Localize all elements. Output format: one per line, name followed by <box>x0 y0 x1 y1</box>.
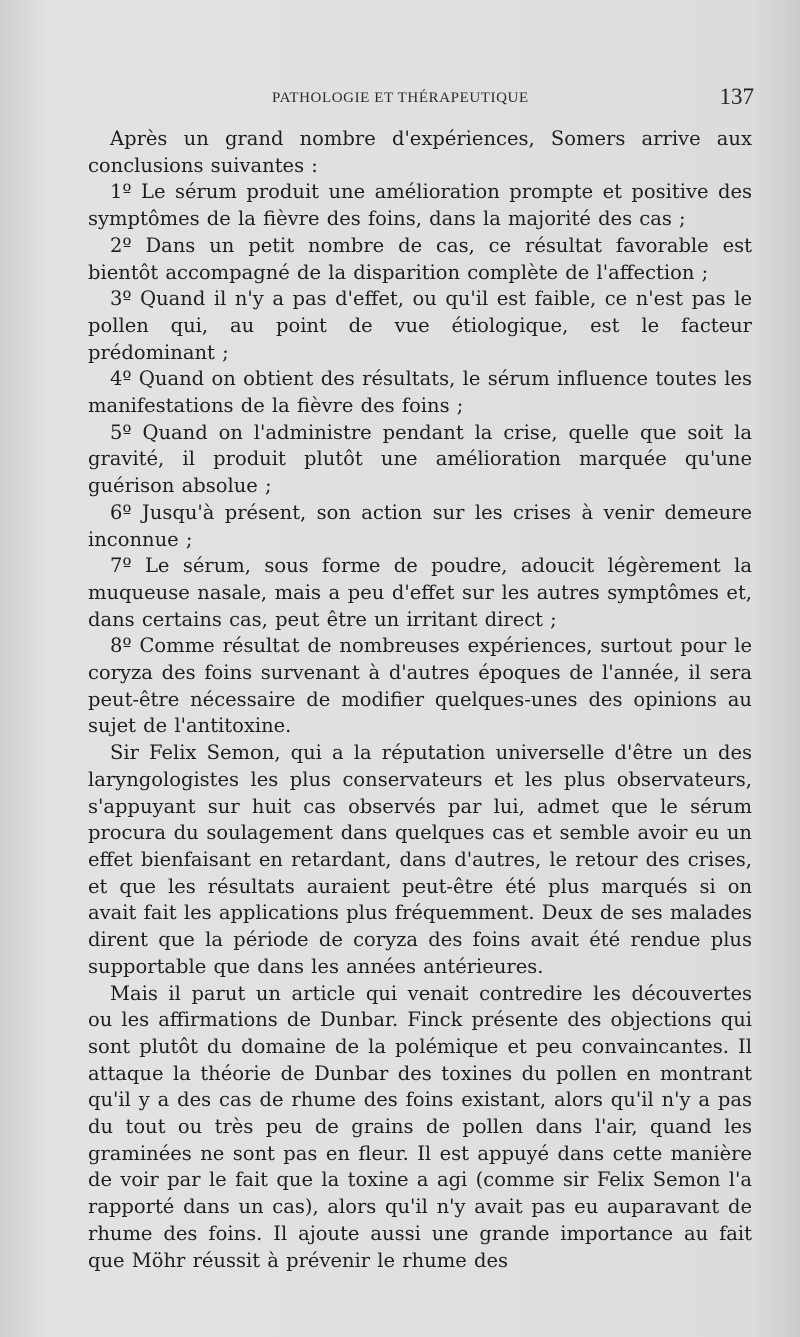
conclusion-item-3: 3º Quand il n'y a pas d'effet, ou qu'il est faible, ce n'est pas le pollen qui, au point de vue étiologique, est le facteur prédominant ; <box>88 287 752 364</box>
paragraph-finck: Mais il parut un article qui venait contredire les découvertes ou les affirmations de Dunbar. Finck présente des objections qui sont plutôt du domaine de la polémique et peu convaincantes. Il attaque la théorie de Dunbar des toxines du pollen en montrant qu'il y a des cas de rhume des foins existant, alors qu'il n'y a pas du tout ou très peu de grains de pollen dans l'air, quand les graminées ne sont pas en fleur. Il est appuyé dans cette manière de voir par le fait que la toxine a agi (comme sir Felix Semon l'a rapporté dans un cas), alors qu'il n'y avait pas eu auparavant de rhume des foins. Il ajoute aussi une grande importance au fait que Möhr réussit à prévenir le rhume des <box>88 981 752 1272</box>
paragraph-intro: Après un grand nombre d'expériences, Somers arrive aux conclusions suivantes : <box>88 127 752 177</box>
conclusion-item-4: 4º Quand on obtient des résultats, le sérum influence toutes les manifestations de la fièvre des foins ; <box>88 367 752 418</box>
body-text <box>88 126 752 1274</box>
conclusion-item-8: 8º Comme résultat de nombreuses expériences, surtout pour le coryza des foins survenant à d'autres époques de l'année, il sera peut-être nécessaire de modifier quelques-unes des opinions au sujet de l'antitoxine. <box>88 634 752 738</box>
conclusion-item-7: 7º Le sérum, sous forme de poudre, adoucit légèrement la muqueuse nasale, mais a peu d'effet sur les autres symptômes et, dans certains cas, peut être un irritant direct ; <box>88 554 752 631</box>
conclusion-item-1: 1º Le sérum produit une amélioration prompte et positive des symptômes de la fièvre des foins, dans la majorité des cas ; <box>88 180 752 231</box>
conclusion-item-2: 2º Dans un petit nombre de cas, ce résultat favorable est bientôt accompagné de la disparition complète de l'affection ; <box>88 233 752 284</box>
running-head: PATHOLOGIE ET THÉRAPEUTIQUE <box>272 90 529 106</box>
page-header <box>88 84 754 118</box>
conclusion-item-5: 5º Quand on l'administre pendant la crise, quelle que soit la gravité, il produit plutôt une amélioration marquée qu'une guérison absolue ; <box>88 420 752 498</box>
conclusion-item-6: 6º Jusqu'à présent, son action sur les crises à venir demeure inconnue ; <box>88 500 752 551</box>
paragraph-semon: Sir Felix Semon, qui a la réputation universelle d'être un des laryngologistes les plus conservateurs et les plus observateurs, s'appuyant sur huit cas observés par lui, admet que le sérum procura du soulagement dans quelques cas et semble avoir eu un effet bienfaisant en retardant, dans d'autres, le retour des crises, et que les résultats auraient peut-être été plus marqués si on avait fait les applications plus fréquemment. Deux de ses malades dirent que la période de coryza des foins avait été rendue plus supportable que dans les années antérieures. <box>88 741 752 978</box>
page-number: 137 <box>719 84 754 109</box>
